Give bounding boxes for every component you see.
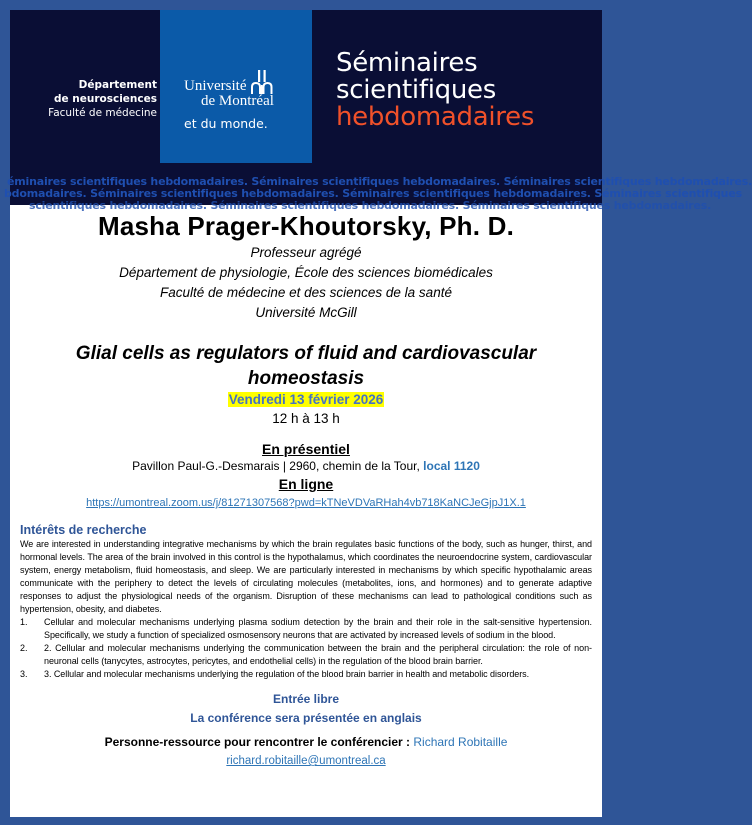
list-item-number: 2. bbox=[20, 643, 28, 653]
banner bbox=[4, 10, 752, 212]
room-number: local 1120 bbox=[423, 459, 480, 473]
ticker-row: éminaires scientifiques hebdomadaires. Séminaires scientifiques hebdomadaires. Séminaires scientifiques hebdomadaires. bbox=[7, 175, 752, 188]
list-item bbox=[20, 616, 592, 642]
contact-label: Personne-ressource pour rencontrer le conférencier : bbox=[104, 735, 414, 749]
research-section bbox=[10, 523, 602, 681]
speaker-name: Masha Prager-Khoutorsky, Ph. D. bbox=[97, 211, 515, 241]
udem-logo bbox=[184, 70, 274, 109]
udem-tagline: et du monde. bbox=[184, 116, 268, 131]
research-heading: Intérêts de recherche bbox=[20, 523, 147, 537]
ticker-row: bdomadaires. Séminaires scientifiques hebdomadaires. Séminaires scientifiques hebdomadaires. Séminaires scientifiques bbox=[4, 187, 742, 200]
list-item-text: 2. Cellular and molecular mechanisms underlying the communication between the brain and the peripheral circulation: the role of non-neuronal cells (tanycytes, astrocytes, pericytes, and endothelial cells) in the regulation of the blood brain barrier. bbox=[44, 643, 592, 666]
speaker-university: Université McGill bbox=[255, 305, 357, 320]
language-note: La conférence sera présentée en anglais bbox=[190, 711, 422, 725]
online-heading: En ligne bbox=[278, 476, 334, 492]
series-title-line3: hebdomadaires bbox=[336, 102, 535, 132]
research-intro: We are interested in understanding integrative mechanisms by which the brain regulates basic functions of the body, such as hunger, thirst, and hormonal levels. The area of the brain involved in this control is the hypothalamus, which coordinates the neuroendocrine system, cardiovascular system, energy metabolism, fluid homeostasis, and sleep. We are particularly interested in mechanisms by which specific hypothalamic areas communicate with the periphery to detect the levels of circulating molecules (metabolites, ions, and hormones) and to generate adaptive responses to adjust the physiological needs of the organism. Disruption of these mechanisms can lead to pathological conditions such as hypertension, obesity, and diabetes. bbox=[20, 539, 592, 614]
poster-frame bbox=[4, 10, 752, 817]
list-item bbox=[20, 668, 592, 681]
list-item-text: 3. Cellular and molecular mechanisms underlying the regulation of the blood brain barrier in health and metabolic disorders. bbox=[44, 669, 530, 679]
udem-columns-icon bbox=[250, 70, 274, 94]
poster-content bbox=[10, 205, 602, 769]
address bbox=[10, 458, 602, 475]
list-item bbox=[20, 642, 592, 668]
speaker-department: Département de physiologie, École des sciences biomédicales bbox=[119, 265, 493, 280]
udem-logo-line1: Université bbox=[184, 78, 247, 94]
series-title-line2: scientifiques bbox=[336, 75, 496, 105]
ticker-row: scientifiques hebdomadaires. Séminaires scientifiques hebdomadaires. Séminaires scientifiques hebdomadaires. bbox=[29, 199, 712, 212]
list-item-number: 3. bbox=[20, 669, 28, 679]
zoom-link[interactable]: https://umontreal.zoom.us/j/81271307568?pwd=kTNeVDVaRHah4vb718KaNCJeGjpJ1X.1 bbox=[86, 497, 526, 509]
contact-name: Richard Robitaille bbox=[413, 735, 508, 749]
contact-line bbox=[10, 734, 602, 751]
speaker-faculty: Faculté de médecine et des sciences de la santé bbox=[160, 285, 452, 300]
department-line2: de neurosciences bbox=[53, 93, 157, 105]
speaker-affiliation bbox=[10, 243, 602, 323]
department-line1: Département bbox=[78, 79, 157, 91]
talk-date: Vendredi 13 février 2026 bbox=[228, 392, 384, 407]
department-label bbox=[48, 78, 157, 120]
list-item-number: 1. bbox=[20, 617, 28, 627]
udem-logo-line2: de Montréal bbox=[201, 93, 274, 109]
faculty-line: Faculté de médecine bbox=[48, 107, 157, 119]
address-text: Pavillon Paul-G.-Desmarais | 2960, chemin de la Tour, bbox=[132, 459, 424, 473]
free-entry: Entrée libre bbox=[272, 692, 340, 706]
in-person-heading: En présentiel bbox=[262, 441, 350, 457]
speaker-title: Professeur agrégé bbox=[250, 245, 362, 260]
contact-email-link[interactable]: richard.robitaille@umontreal.ca bbox=[226, 755, 386, 767]
talk-title: Glial cells as regulators of fluid and cardiovascular homeostasis bbox=[75, 343, 537, 389]
udem-logo-block bbox=[160, 10, 312, 163]
series-title bbox=[336, 50, 534, 131]
talk-time: 12 h à 13 h bbox=[272, 411, 340, 426]
research-list bbox=[20, 616, 592, 681]
list-item-text: Cellular and molecular mechanisms underlying plasma sodium detection by the brain and their role in the salt-sensitive hypertension. Specifically, we study a function of specialized osmosensory neurons that are activated by increased levels of sodium in the blood. bbox=[44, 617, 592, 640]
series-title-line1: Séminaires bbox=[336, 48, 478, 78]
